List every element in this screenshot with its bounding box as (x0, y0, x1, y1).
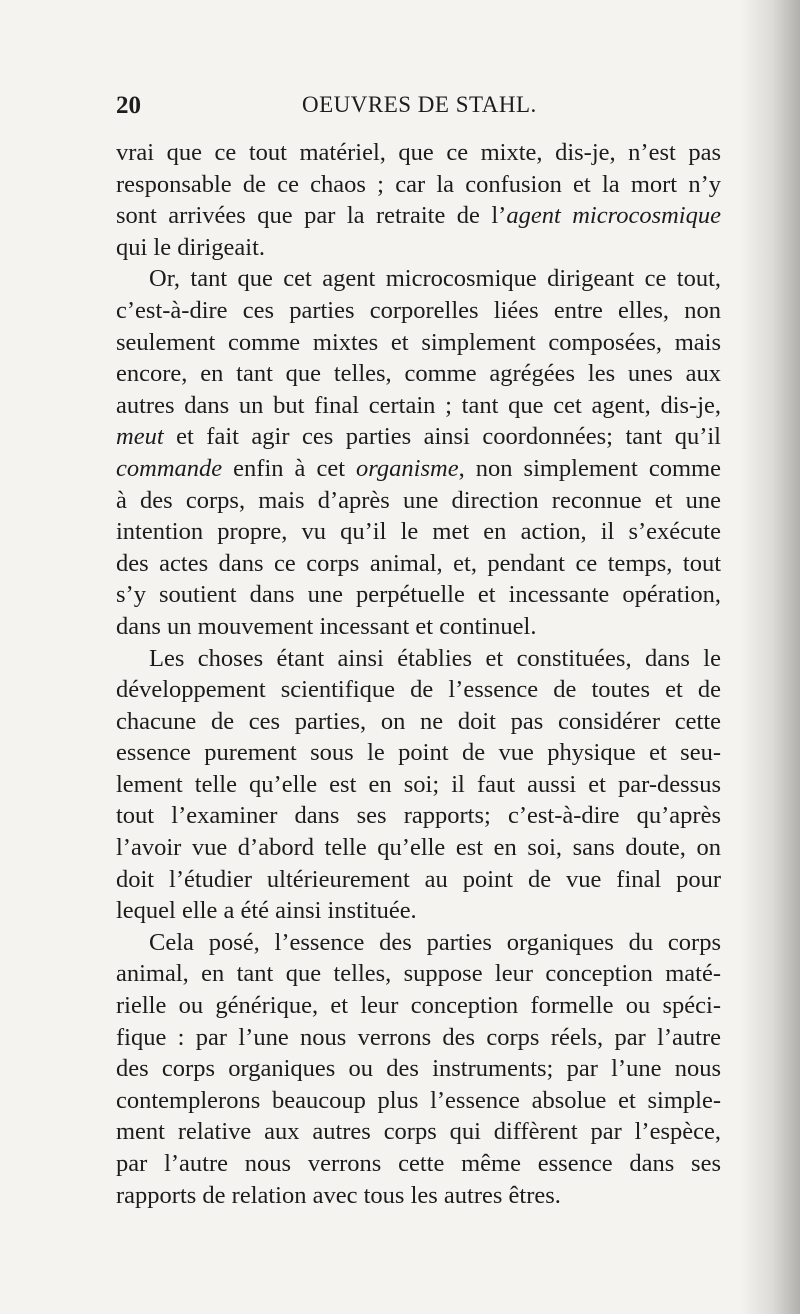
text-segment: Or, tant que cet agent microcosmique dirigeant ce tout, (149, 265, 721, 293)
text-segment: fique : par l’une nous verrons des corps réels, par l’autre (116, 1023, 721, 1051)
paragraph (116, 137, 721, 263)
text-segment: animal, en tant que telles, suppose leur conception maté- (116, 960, 721, 988)
body-text (116, 137, 721, 1211)
text-line (116, 895, 721, 927)
text-line (116, 1085, 721, 1117)
text-line (116, 327, 721, 359)
text-line (116, 358, 721, 390)
text-line (116, 1022, 721, 1054)
text-line (116, 263, 721, 295)
text-segment: lement telle qu’elle est en soi; il faut aussi et par-dessus (116, 770, 721, 798)
text-segment: et fait agir ces parties ainsi coordonnées; tant qu’il (163, 423, 721, 451)
text-line (116, 769, 721, 801)
text-line (116, 548, 721, 580)
text-line (116, 706, 721, 738)
text-line (116, 200, 721, 232)
text-line (116, 137, 721, 169)
paragraph (116, 263, 721, 642)
text-segment: à des corps, mais d’après une direction reconnue et une (116, 486, 721, 514)
text-segment: essence purement sous le point de vue physique et seu- (116, 739, 721, 767)
text-segment: contemplerons beaucoup plus l’essence absolue et simple- (116, 1086, 721, 1114)
page-edge-shadow (740, 0, 800, 1314)
text-segment: Cela posé, l’essence des parties organiques du corps (149, 928, 721, 956)
text-line (116, 611, 721, 643)
text-segment: rapports de relation avec tous les autres êtres. (116, 1181, 561, 1209)
text-line (116, 958, 721, 990)
text-line (116, 864, 721, 896)
text-line (116, 421, 721, 453)
text-segment: des actes dans ce corps animal, et, pendant ce temps, tout (116, 549, 721, 577)
text-segment: Les choses étant ainsi établies et constituées, dans le (149, 644, 721, 672)
text-line (116, 1116, 721, 1148)
text-segment: qui le dirigeait. (116, 233, 265, 261)
text-line (116, 674, 721, 706)
text-segment: encore, en tant que telles, comme agrégées les unes aux (116, 360, 721, 388)
text-segment: dans un mouvement incessant et continuel. (116, 612, 537, 640)
page-header (116, 92, 716, 132)
paragraph (116, 927, 721, 1211)
text-segment: responsable de ce chaos ; car la confusion et la mort n’y (116, 170, 721, 198)
text-segment: l’avoir vue d’abord telle qu’elle est en soi, sans doute, on (116, 834, 721, 862)
text-line (116, 990, 721, 1022)
text-line (116, 927, 721, 959)
text-segment: rielle ou générique, et leur conception formelle ou spéci- (116, 992, 721, 1020)
text-line (116, 485, 721, 517)
text-line (116, 453, 721, 485)
text-segment: des corps organiques ou des instruments; par l’une nous (116, 1055, 721, 1083)
text-segment: vrai que ce tout matériel, que ce mixte, dis-je, n’est pas (116, 139, 721, 166)
text-line (116, 737, 721, 769)
text-segment: par l’autre nous verrons cette même essence dans ses (116, 1150, 721, 1177)
text-line (116, 1053, 721, 1085)
text-segment: doit l’étudier ultérieurement au point de vue final pour (116, 865, 721, 893)
text-segment: seulement comme mixtes et simplement composées, mais (116, 328, 721, 356)
text-line (116, 643, 721, 675)
paragraph (116, 643, 721, 927)
text-segment: s’y soutient dans une perpétuelle et incessante opération, (116, 581, 721, 609)
text-segment: développement scientifique de l’essence de toutes et de (116, 676, 721, 704)
text-line (116, 1148, 721, 1180)
text-segment: autres dans un but final certain ; tant que cet agent, dis-je, (116, 391, 721, 419)
text-line (116, 390, 721, 422)
text-segment: ment relative aux autres corps qui diffèrent par l’espèce, (116, 1118, 721, 1146)
italic-text: agent microcosmique (506, 202, 721, 230)
text-segment: c’est-à-dire ces parties corporelles liées entre elles, non (116, 296, 721, 324)
text-line (116, 832, 721, 864)
text-segment: lequel elle a été ainsi instituée. (116, 897, 417, 925)
text-segment: tout l’examiner dans ses rapports; c’est-à-dire qu’après (116, 802, 721, 830)
text-segment: sont arrivées que par la retraite de l’ (116, 202, 507, 230)
text-segment: chacune de ces parties, on ne doit pas considérer cette (116, 707, 721, 735)
page-number: 20 (116, 92, 141, 119)
text-line (116, 1180, 721, 1212)
text-line (116, 232, 721, 264)
italic-text: commande (116, 454, 223, 482)
text-line (116, 169, 721, 201)
text-line (116, 295, 721, 327)
text-line (116, 800, 721, 832)
text-segment: enfin à cet (222, 454, 357, 482)
text-line (116, 579, 721, 611)
italic-text: meut (116, 423, 164, 451)
running-title: OEUVRES DE STAHL. (302, 92, 537, 117)
text-segment: intention propre, vu qu’il le met en action, il s’exécute (116, 518, 721, 546)
text-segment: , non simplement comme (458, 454, 721, 482)
italic-text: organisme (356, 454, 459, 482)
text-line (116, 516, 721, 548)
